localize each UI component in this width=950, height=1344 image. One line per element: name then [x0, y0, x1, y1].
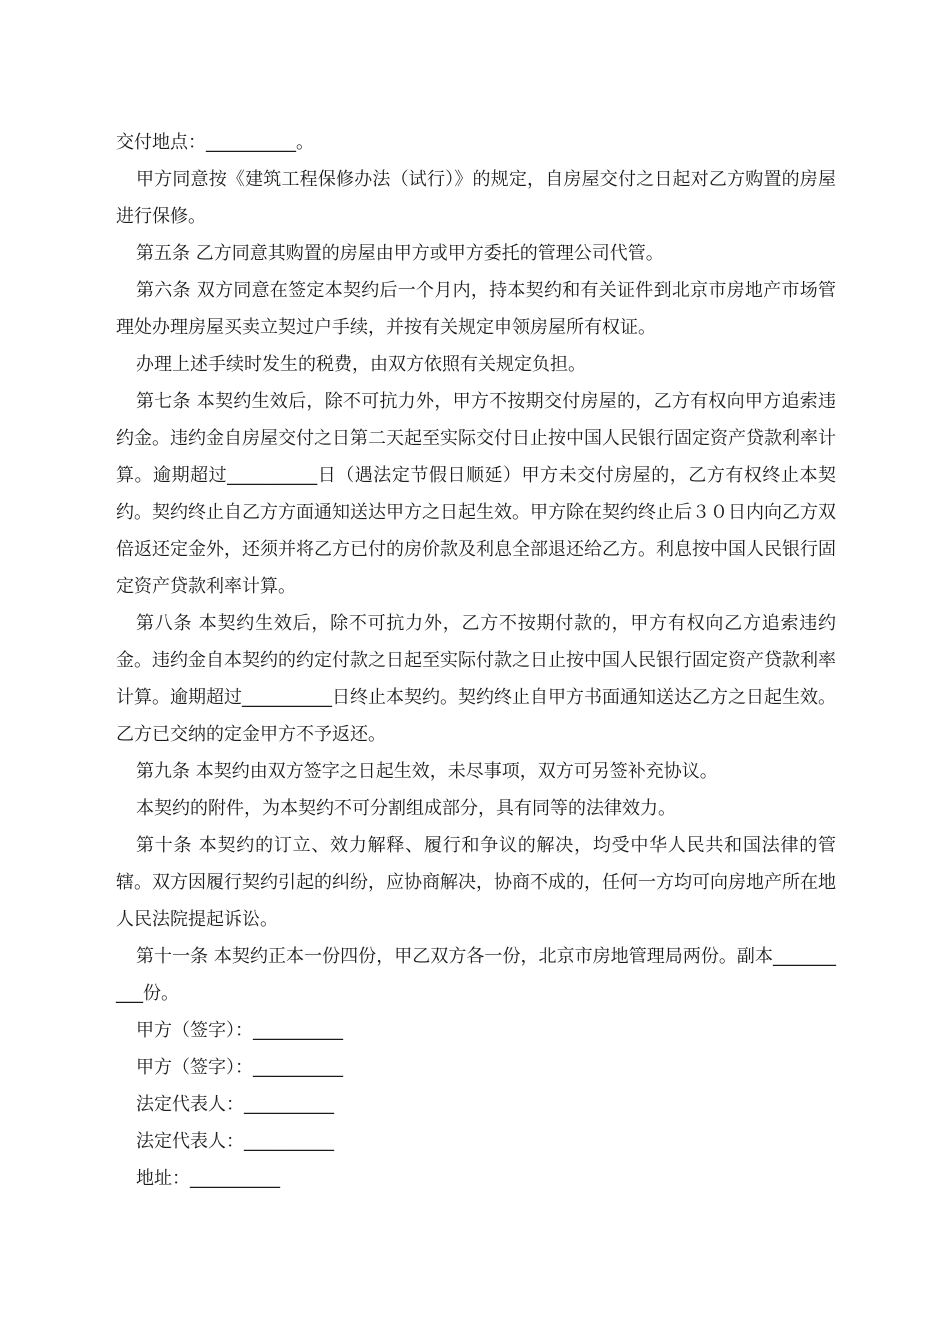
warranty-paragraph: 甲方同意按《建筑工程保修办法（试行）》的规定，自房屋交付之日起对乙方购置的房屋进行保修。	[116, 169, 836, 227]
delivery-location-line: 交付地点：__________。	[116, 132, 314, 153]
party-a-signature-line-2: 甲方（签字）：__________	[136, 1057, 343, 1078]
attachment-paragraph: 本契约的附件，为本契约不可分割组成部分，具有同等的法律效力。	[136, 798, 676, 819]
article-10: 第十条 本契约的订立、效力解释、履行和争议的解决，均受中华人民共和国法律的管辖。双方因履行契约引起的纠纷，应协商解决，协商不成的，任何一方均可向房地产所在地人民法院提起诉讼。	[116, 835, 836, 930]
article-11: 第十一条 本契约正本一份四份，甲乙双方各一份，北京市房地管理局两份。副本__________份。	[116, 946, 836, 1004]
party-a-signature-line: 甲方（签字）：__________	[136, 1020, 343, 1041]
article-5: 第五条 乙方同意其购置的房屋由甲方或甲方委托的管理公司代管。	[136, 243, 664, 264]
legal-representative-line: 法定代表人：__________	[136, 1094, 334, 1115]
article-7: 第七条 本契约生效后，除不可抗力外，甲方不按期交付房屋的，乙方有权向甲方追索违约金。违约金自房屋交付之日第二天起至实际交付日止按中国人民银行固定资产贷款利率计算。逾期超过__________日（遇法定节假日顺延）甲方未交付房屋的，乙方有权终止本契约。契约终止自乙方方面通知送达甲方之日起生效。甲方除在契约终止后３０日内向乙方双倍返还定金外，还须并将乙方已付的房价款及利息全部退还给乙方。利息按中国人民银行固定资产贷款利率计算。	[116, 391, 836, 597]
address-line: 地址：__________	[136, 1168, 280, 1189]
document-body	[116, 124, 836, 1197]
article-6: 第六条 双方同意在签定本契约后一个月内，持本契约和有关证件到北京市房地产市场管理处办理房屋买卖立契过户手续，并按有关规定申领房屋所有权证。	[116, 280, 836, 338]
article-8: 第八条 本契约生效后，除不可抗力外，乙方不按期付款的，甲方有权向乙方追索违约金。违约金自本契约的约定付款之日起至实际付款之日止按中国人民银行固定资产贷款利率计算。逾期超过__________日终止本契约。契约终止自甲方书面通知送达乙方之日起生效。乙方已交纳的定金甲方不予返还。	[116, 613, 836, 745]
article-9: 第九条 本契约由双方签字之日起生效，未尽事项，双方可另签补充协议。	[136, 761, 718, 782]
tax-fee-paragraph: 办理上述手续时发生的税费，由双方依照有关规定负担。	[136, 354, 586, 375]
legal-representative-line-2: 法定代表人：__________	[136, 1131, 334, 1152]
